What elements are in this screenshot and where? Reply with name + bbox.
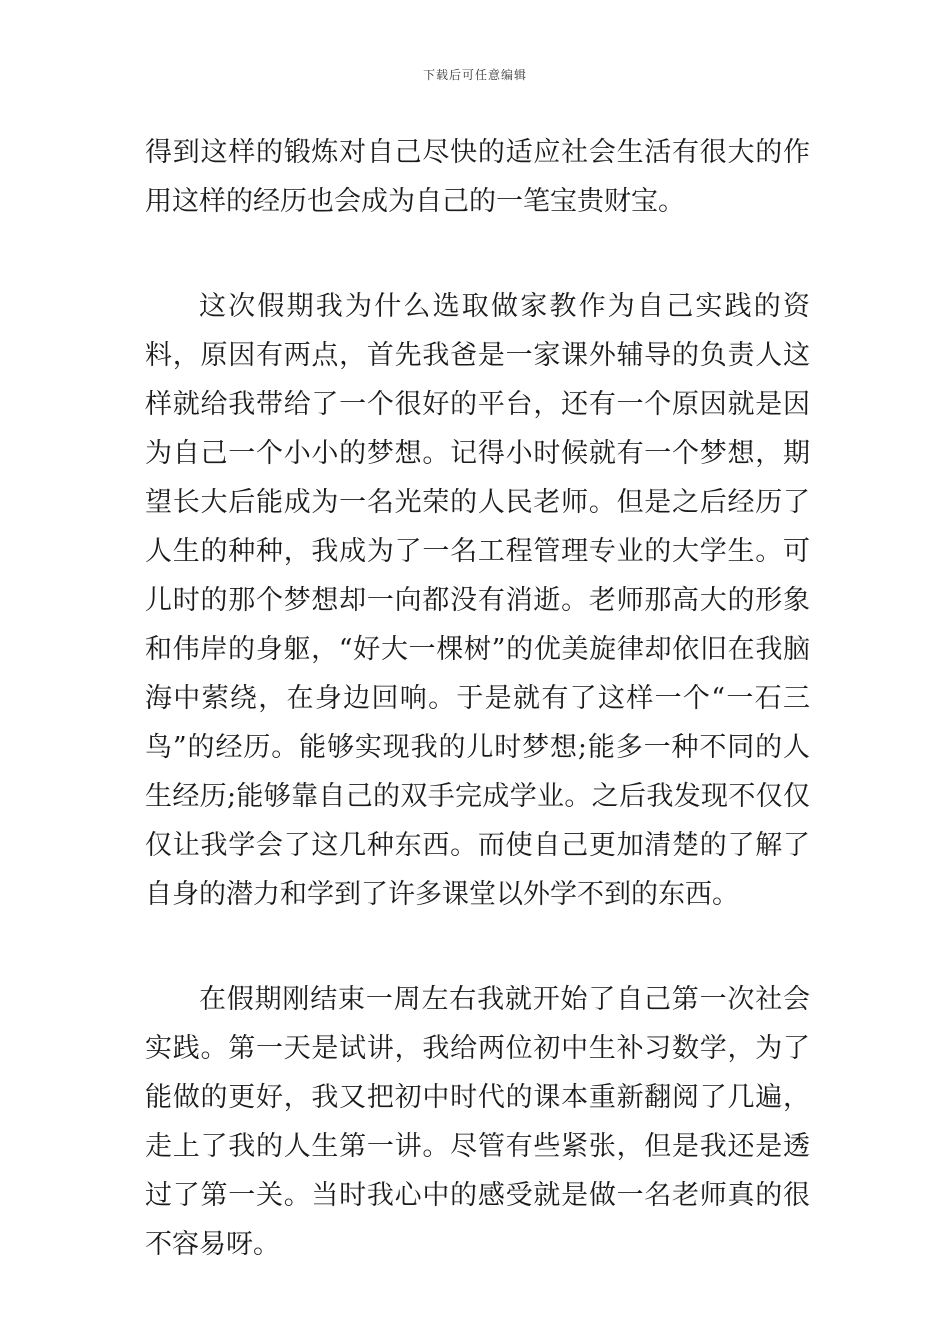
paragraph-spacer xyxy=(145,226,810,282)
paragraph-3: 在假期刚结束一周左右我就开始了自己第一次社会实践。第一天是试讲，我给两位初中生补习数学，为了能做的更好，我又把初中时代的课本重新翻阅了几遍，走上了我的人生第一讲。尽管有些紧张，但是我还是透过了第一关。当时我心中的感受就是做一名老师真的很不容易呀。 xyxy=(145,984,810,1260)
paragraph-2: 这次假期我为什么选取做家教作为自己实践的资料，原因有两点，首先我爸是一家课外辅导的负责人这样就给我带给了一个很好的平台，还有一个原因就是因为自己一个小小的梦想。记得小时候就有一个梦想，期望长大后能成为一名光荣的人民老师。但是之后经历了人生的种种，我成为了一名工程管理专业的大学生。可儿时的那个梦想却一向都没有消逝。老师那高大的形象和伟岸的身躯，“好大一棵树”的优美旋律却依旧在我脑海中萦绕，在身边回响。于是就有了这样一个“一石三鸟”的经历。能够实现我的儿时梦想;能多一种不同的人生经历;能够靠自己的双手完成学业。之后我发现不仅仅仅让我学会了这几种东西。而使自己更加清楚的了解了自身的潜力和学到了许多课堂以外学不到的东西。 xyxy=(145,291,810,910)
document-body xyxy=(145,128,810,1269)
paragraph-1: 得到这样的锻炼对自己尽快的适应社会生活有很大的作用这样的经历也会成为自己的一笔宝贵财宝。 xyxy=(145,137,810,217)
paragraph-spacer xyxy=(145,919,810,975)
page-header: 下载后可任意编辑 xyxy=(422,68,527,82)
